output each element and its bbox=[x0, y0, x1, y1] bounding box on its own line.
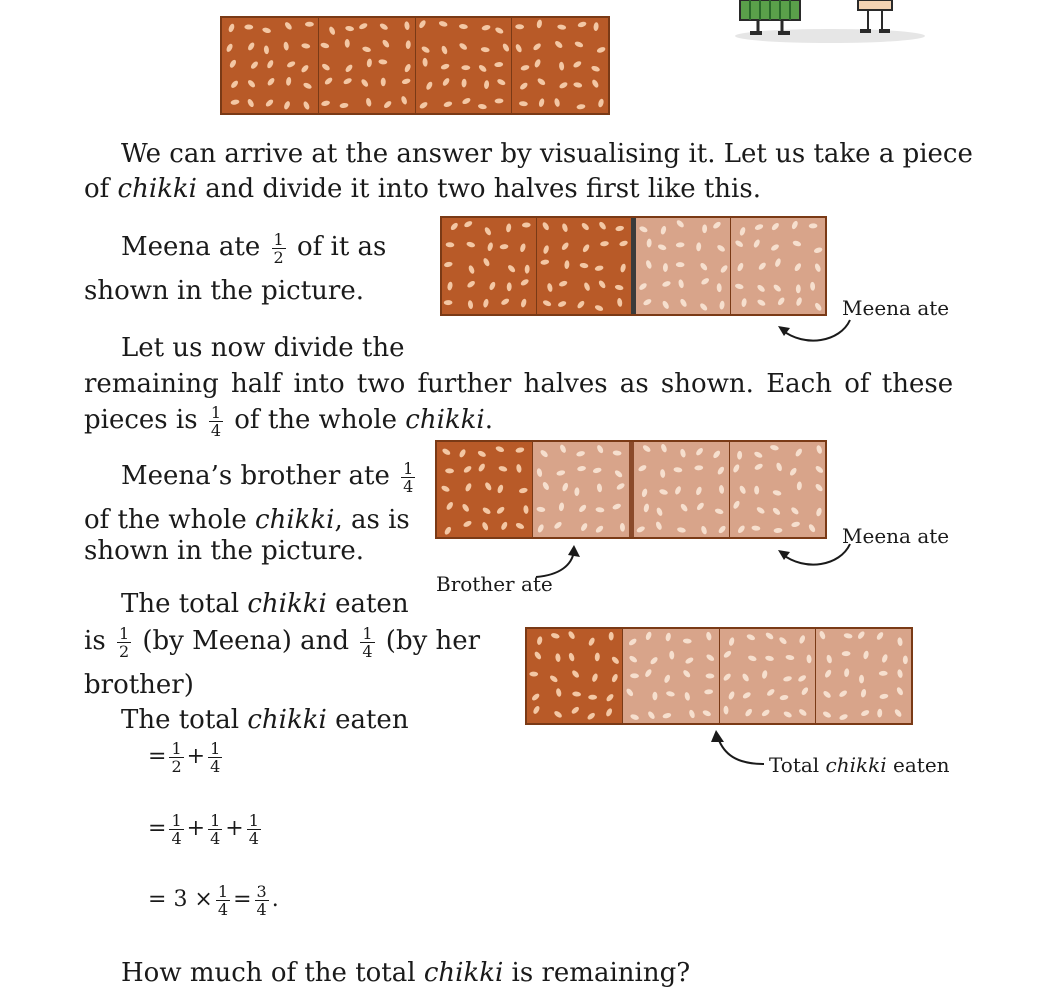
plus-sign: + bbox=[186, 744, 206, 769]
equation-half-plus-quarter bbox=[148, 740, 225, 774]
sesame-texture bbox=[816, 629, 911, 723]
chikki-emphasis: chikki bbox=[825, 753, 887, 777]
numerator: 1 bbox=[210, 738, 221, 758]
fraction-one-quarter bbox=[208, 738, 222, 776]
paragraph-meena-line2: shown in the picture. bbox=[84, 276, 364, 306]
denominator: 4 bbox=[248, 828, 259, 848]
chikki-emphasis: chikki bbox=[117, 174, 197, 204]
text: of the whole bbox=[226, 405, 406, 435]
paragraph-divide-line3 bbox=[84, 403, 493, 438]
sesame-texture bbox=[623, 629, 718, 723]
denominator: 2 bbox=[171, 756, 182, 776]
text: eaten bbox=[326, 705, 409, 735]
chikki-emphasis: chikki bbox=[247, 705, 327, 735]
fraction-one-quarter bbox=[247, 810, 261, 848]
chikki-total-bar bbox=[525, 627, 913, 725]
fraction-one-half bbox=[117, 623, 131, 661]
chikki-piece-meena-ate bbox=[634, 442, 730, 537]
numerator: 1 bbox=[362, 623, 373, 643]
paragraph-total-eaten bbox=[121, 703, 409, 737]
denominator: 4 bbox=[362, 641, 373, 661]
paragraph-brother-line2 bbox=[84, 503, 410, 537]
question-remaining bbox=[121, 956, 690, 990]
numerator: 1 bbox=[403, 458, 414, 478]
paragraph-intro-line1: We can arrive at the answer by visualising it. Let us take a piece bbox=[121, 139, 973, 169]
text: (by Meena) and bbox=[134, 626, 358, 656]
label-brother-ate: Brother ate bbox=[436, 572, 553, 596]
children-illustration bbox=[730, 0, 930, 46]
sesame-texture bbox=[527, 629, 622, 723]
sesame-texture bbox=[319, 18, 415, 113]
paragraph-divide-line2: remaining half into two further halves as shown. Each of these bbox=[84, 369, 954, 399]
chikki-piece-eaten bbox=[816, 629, 911, 723]
paragraph-brother-line1 bbox=[121, 459, 418, 494]
sesame-texture bbox=[512, 18, 608, 113]
fraction-one-quarter bbox=[169, 810, 183, 848]
equation-three-times-quarter bbox=[148, 883, 279, 917]
paragraph-brother-line3: shown in the picture. bbox=[84, 536, 364, 566]
text: eaten bbox=[326, 589, 409, 619]
denominator: 2 bbox=[273, 247, 284, 267]
label-meena-ate-1: Meena ate bbox=[842, 296, 950, 320]
text: Meena ate bbox=[121, 232, 269, 262]
chikki-half-bar bbox=[440, 216, 827, 316]
text: The total bbox=[121, 705, 248, 735]
label-total-eaten bbox=[769, 753, 950, 777]
sesame-texture bbox=[636, 218, 730, 314]
sesame-texture bbox=[537, 218, 631, 314]
numerator: 1 bbox=[171, 738, 182, 758]
fraction-one-quarter bbox=[401, 458, 415, 496]
fraction-one-quarter bbox=[209, 402, 223, 440]
chikki-quarter-bar bbox=[435, 440, 827, 539]
sesame-texture bbox=[634, 442, 729, 537]
denominator: 4 bbox=[210, 420, 222, 440]
sesame-texture bbox=[222, 18, 318, 113]
equals-sign: = bbox=[233, 887, 252, 912]
numerator: 1 bbox=[273, 229, 284, 249]
sesame-texture bbox=[730, 442, 825, 537]
equation-three-quarters-sum bbox=[148, 812, 264, 846]
denominator: 4 bbox=[210, 828, 221, 848]
chikki-emphasis: chikki bbox=[247, 589, 327, 619]
text: Meena’s brother ate bbox=[121, 461, 399, 491]
denominator: 4 bbox=[256, 899, 267, 919]
paragraph-total-line1 bbox=[121, 587, 409, 621]
denominator: 4 bbox=[403, 476, 414, 496]
numerator: 1 bbox=[118, 623, 130, 643]
numerator: 1 bbox=[171, 810, 182, 830]
chikki-piece-remaining bbox=[636, 218, 731, 314]
plus-sign: + bbox=[225, 816, 244, 841]
fraction-one-quarter bbox=[360, 623, 374, 661]
chikki-whole-bar bbox=[220, 16, 610, 115]
paragraph-intro-line2 bbox=[84, 172, 761, 206]
paragraph-total-line3: brother) bbox=[84, 670, 194, 700]
chikki-piece-brother-ate bbox=[437, 442, 533, 537]
period: . bbox=[271, 887, 279, 912]
numerator: 1 bbox=[210, 402, 222, 422]
fraction-one-half bbox=[272, 229, 286, 267]
equals-sign: = bbox=[148, 887, 167, 912]
chikki-piece-meena-ate bbox=[730, 442, 825, 537]
text: of bbox=[84, 174, 118, 204]
chikki-piece bbox=[416, 18, 513, 113]
paragraph-total-line2 bbox=[84, 624, 480, 659]
text: . bbox=[484, 405, 494, 435]
chikki-piece bbox=[319, 18, 416, 113]
numerator: 3 bbox=[256, 881, 267, 901]
sesame-texture bbox=[416, 18, 512, 113]
chikki-emphasis: chikki bbox=[423, 958, 504, 988]
text: and divide it into two halves first like this. bbox=[197, 174, 761, 204]
fraction-one-quarter bbox=[216, 881, 230, 919]
chikki-emphasis: chikki bbox=[405, 405, 485, 435]
label-meena-ate-2: Meena ate bbox=[842, 524, 950, 548]
equals-sign: = bbox=[148, 744, 167, 769]
text: of it as bbox=[288, 232, 387, 262]
paragraph-meena-line1 bbox=[121, 230, 386, 265]
text: of the whole bbox=[84, 505, 256, 535]
three-times: 3 × bbox=[173, 887, 213, 912]
fraction-one-quarter bbox=[208, 810, 222, 848]
chikki-piece-eaten bbox=[720, 629, 816, 723]
numerator: 1 bbox=[217, 881, 229, 901]
chikki-piece-eaten bbox=[623, 629, 719, 723]
chikki-piece-eaten bbox=[537, 218, 636, 314]
sesame-texture bbox=[442, 218, 536, 314]
text: eaten bbox=[886, 753, 950, 777]
sesame-texture bbox=[731, 218, 825, 314]
text: is bbox=[84, 626, 114, 656]
denominator: 4 bbox=[217, 899, 229, 919]
chikki-piece-remaining bbox=[527, 629, 623, 723]
text: is remaining? bbox=[503, 958, 691, 988]
text: Total bbox=[769, 753, 826, 777]
chikki-piece-remaining bbox=[533, 442, 633, 537]
paragraph-divide-line1: Let us now divide the bbox=[121, 333, 405, 363]
numerator: 1 bbox=[248, 810, 259, 830]
text: (by her bbox=[377, 626, 481, 656]
arrow-total-eaten bbox=[706, 728, 766, 768]
numerator: 1 bbox=[210, 810, 221, 830]
fraction-one-half bbox=[169, 738, 183, 776]
fraction-three-quarters bbox=[255, 881, 269, 919]
sesame-texture bbox=[533, 442, 628, 537]
denominator: 2 bbox=[118, 641, 130, 661]
denominator: 4 bbox=[210, 756, 221, 776]
text: How much of the total bbox=[121, 958, 424, 988]
denominator: 4 bbox=[171, 828, 182, 848]
chikki-piece-remaining bbox=[731, 218, 825, 314]
text: pieces is bbox=[84, 405, 206, 435]
chikki-piece-eaten bbox=[442, 218, 537, 314]
text: The total bbox=[121, 589, 248, 619]
sesame-texture bbox=[720, 629, 815, 723]
chikki-emphasis: chikki bbox=[255, 505, 335, 535]
chikki-piece bbox=[512, 18, 608, 113]
chikki-piece bbox=[222, 18, 319, 113]
plus-sign: + bbox=[186, 816, 206, 841]
text: , as is bbox=[334, 505, 410, 535]
sesame-texture bbox=[437, 442, 532, 537]
equals-sign: = bbox=[148, 816, 167, 841]
